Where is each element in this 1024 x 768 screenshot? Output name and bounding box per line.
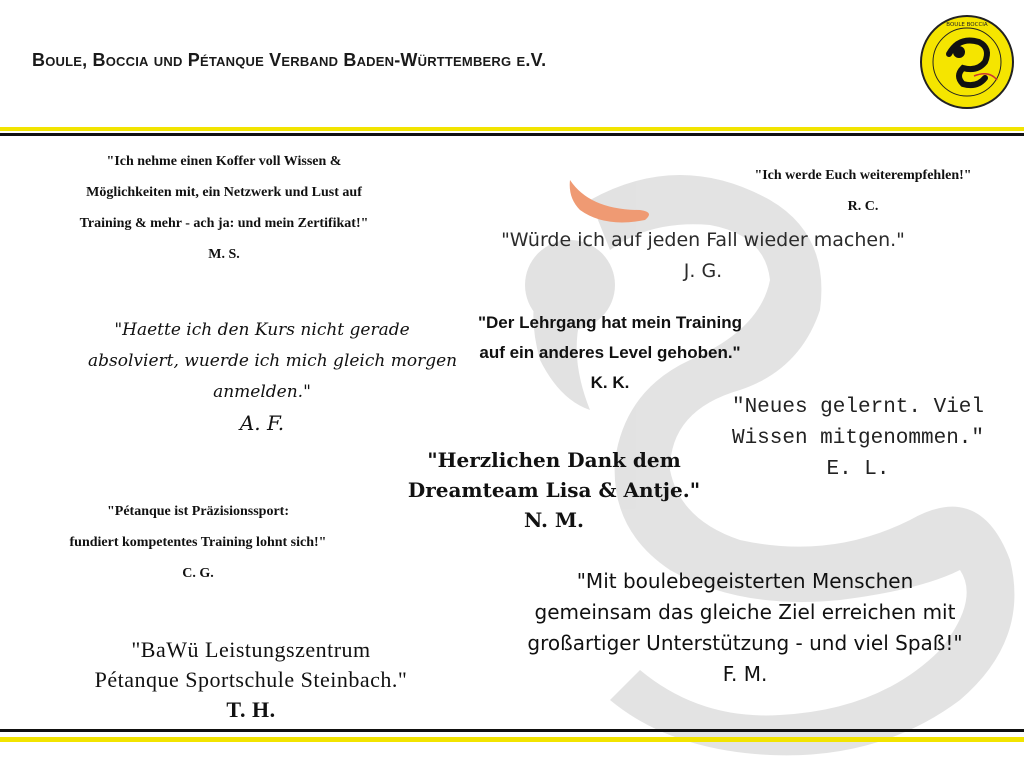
quote-line: "Mit boulebegeisterten Menschen [576,569,914,593]
footer-rule-yellow [0,737,1024,742]
quote-initials: N. M. [523,508,585,532]
quote-initials: E. L. [826,458,890,481]
association-logo [919,14,1015,110]
quote-line: Möglichkeiten mit, ein Netzwerk und Lust auf [86,185,362,200]
quote-initials: T. H. [226,697,276,722]
header-rule-black [0,133,1024,136]
page-title: Boule, Boccia und Pétanque Verband Baden-Württemberg e.V. [32,50,547,70]
quote-line: absolviert, wuerde ich mich gleich morgen [88,351,458,371]
quote-line: Dreamteam Lisa & Antje." [407,478,701,502]
testimonial-t-h [56,635,446,725]
quote-initials: M. S. [208,247,240,262]
quote-initials: R. C. [847,199,879,214]
testimonial-m-s [38,146,410,270]
quote-line: Training & mehr - ach ja: und mein Zertifikat!" [79,216,369,231]
quote-line: "Ich nehme einen Koffer voll Wissen & [106,154,342,169]
quote-line: "Ich werde Euch weiterempfehlen!" [754,168,972,183]
testimonial-a-f [88,315,458,439]
quote-line: "Würde ich auf jeden Fall wieder machen." [501,229,905,251]
quote-line: anmelden." [213,382,311,402]
quote-initials: K. K. [590,373,630,392]
svg-text:BOULE BOCCIA: BOULE BOCCIA [946,22,988,28]
quote-initials: J. G. [683,260,723,282]
quote-line: großartiger Unterstützung - und viel Spaß!" [527,631,963,655]
testimonial-c-g [30,496,366,589]
testimonial-f-m [480,566,1010,690]
quote-line: fundiert kompetentes Training lohnt sich!" [69,535,327,550]
footer-rule-black [0,729,1024,732]
quote-initials: A. F. [239,411,285,435]
quote-line: "Neues gelernt. Viel [731,396,985,419]
quote-initials: F. M. [722,662,768,686]
testimonial-r-c [727,160,999,222]
testimonial-j-g [466,225,940,287]
testimonial-e-l [708,392,1008,485]
quote-line: Wissen mitgenommen." [731,427,985,450]
quote-line: "BaWü Leistungszentrum [131,637,371,662]
testimonial-k-k [440,308,780,398]
quote-line: gemeinsam das gleiche Ziel erreichen mit [534,600,956,624]
header-rule-yellow [0,127,1024,131]
quote-line: "Pétanque ist Präzisionssport: [107,504,289,519]
quote-initials: C. G. [182,566,214,581]
quote-line: auf ein anderes Level gehoben." [479,343,741,362]
quote-line: "Haette ich den Kurs nicht gerade [114,320,410,340]
testimonial-n-m [396,445,712,535]
quote-line: "Herzlichen Dank dem [427,448,681,472]
quote-line: Pétanque Sportschule Steinbach." [94,667,408,692]
quote-line: "Der Lehrgang hat mein Training [477,313,743,332]
